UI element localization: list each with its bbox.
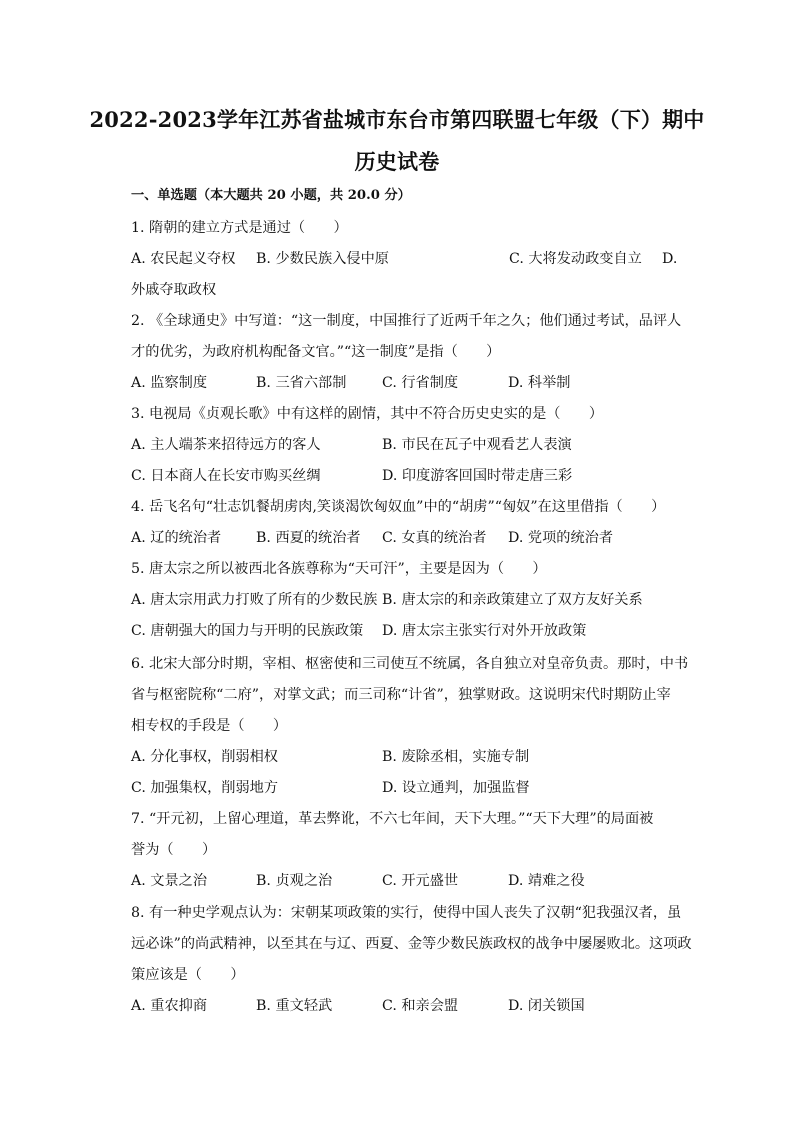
question-5-option-d: D. 唐太宗主张实行对外开放政策: [382, 623, 587, 639]
question-1-option-c: C. 大将发动政变自立: [509, 251, 642, 267]
question-3-stem: 3. 电视局《贞观长歌》中有这样的剧情，其中不符合历史史实的是（ ）: [131, 406, 604, 422]
section-heading: 一、单选题（本大题共 20 小题，共 20.0 分）: [131, 188, 411, 203]
question-7-option-c: C. 开元盛世: [382, 873, 459, 889]
question-5-stem: 5. 唐太宗之所以被西北各族尊称为“天可汗”，主要是因为（ ）: [131, 561, 547, 577]
question-4-option-d: D. 党项的统治者: [508, 530, 614, 546]
question-2-option-d: D. 科举制: [508, 375, 571, 391]
question-4-option-c: C. 女真的统治者: [382, 530, 487, 546]
question-8-stem-line-1: 8. 有一种史学观点认为：宋朝某项政策的实行，使得中国人丧失了汉朝“犯我强汉者，虽: [131, 905, 682, 921]
question-4-stem: 4. 岳飞名句“壮志饥餐胡虏肉,笑谈渴饮匈奴血”中的“胡虏”“匈奴”在这里借指（ ）: [131, 499, 666, 515]
question-6-option-d: D. 设立通判，加强监督: [382, 780, 530, 796]
question-4-option-b: B. 西夏的统治者: [256, 530, 361, 546]
question-6-option-b: B. 废除丞相，实施专制: [382, 749, 530, 765]
question-3-option-a: A. 主人端茶来招待远方的客人: [131, 437, 321, 453]
question-1-option-a: A. 农民起义夺权: [131, 251, 236, 267]
question-1-option-b: B. 少数民族入侵中原: [256, 251, 389, 267]
question-3-option-c: C. 日本商人在长安市购买丝绸: [131, 468, 321, 484]
question-8-option-b: B. 重文轻武: [256, 998, 333, 1014]
question-5-option-c: C. 唐朝强大的国力与开明的民族政策: [131, 623, 364, 639]
question-8-stem-line-2: 远必诛”的尚武精神，以至其在与辽、西夏、金等少数民族政权的战争中屡屡败北。这项政: [131, 936, 692, 952]
question-8-option-c: C. 和亲会盟: [382, 998, 459, 1014]
question-3-option-b: B. 市民在瓦子中观看艺人表演: [382, 437, 572, 453]
question-8-stem-line-3: 策应该是（ ）: [131, 967, 245, 983]
question-1-stem: 1. 隋朝的建立方式是通过（ ）: [131, 220, 348, 236]
question-4-option-a: A. 辽的统治者: [131, 530, 222, 546]
question-5-option-b: B. 唐太宗的和亲政策建立了双方友好关系: [382, 592, 643, 608]
question-7-stem-line-1: 7. “开元初，上留心理道，革去弊讹，不六七年间，天下大理。”“天下大理”的局面被: [131, 811, 654, 827]
question-2-stem-line-1: 2. 《全球通史》中写道：“这一制度，中国推行了近两千年之久；他们通过考试，品评人: [131, 313, 682, 329]
question-8-option-d: D. 闭关锁国: [508, 998, 585, 1014]
question-2-option-a: A. 监察制度: [131, 375, 208, 391]
question-3-option-d: D. 印度游客回国时带走唐三彩: [382, 468, 573, 484]
question-5-option-a: A. 唐太宗用武力打败了所有的少数民族: [131, 592, 378, 608]
question-6-option-c: C. 加强集权，削弱地方: [131, 780, 279, 796]
question-7-option-d: D. 靖难之役: [508, 873, 585, 889]
exam-title-line-1: 2022-2023学年江苏省盐城市东台市第四联盟七年级（下）期中: [89, 107, 705, 132]
exam-title-line-2: 历史试卷: [354, 149, 440, 174]
question-2-option-c: C. 行省制度: [382, 375, 459, 391]
question-8-option-a: A. 重农抑商: [131, 998, 208, 1014]
question-2-stem-line-2: 才的优劣，为政府机构配备文官。”“这一制度”是指（ ）: [131, 344, 501, 360]
question-7-option-a: A. 文景之治: [131, 873, 208, 889]
question-2-option-b: B. 三省六部制: [256, 375, 347, 391]
question-6-stem-line-1: 6. 北宋大部分时期，宰相、枢密使和三司使互不统属，各自独立对皇帝负责。那时，中书: [131, 656, 689, 672]
question-1-option-d: D.: [662, 251, 678, 267]
question-7-stem-line-2: 誉为（ ）: [131, 842, 217, 858]
question-7-option-b: B. 贞观之治: [256, 873, 333, 889]
question-6-option-a: A. 分化事权，削弱相权: [131, 749, 278, 765]
question-6-stem-line-2: 省与枢密院称“二府”，对掌文武；而三司称“计省”，独掌财政。这说明宋代时期防止宰: [131, 687, 671, 703]
question-6-stem-line-3: 相专权的手段是（ ）: [131, 718, 288, 734]
question-1-option-d-text: 外戚夺取政权: [131, 282, 217, 298]
